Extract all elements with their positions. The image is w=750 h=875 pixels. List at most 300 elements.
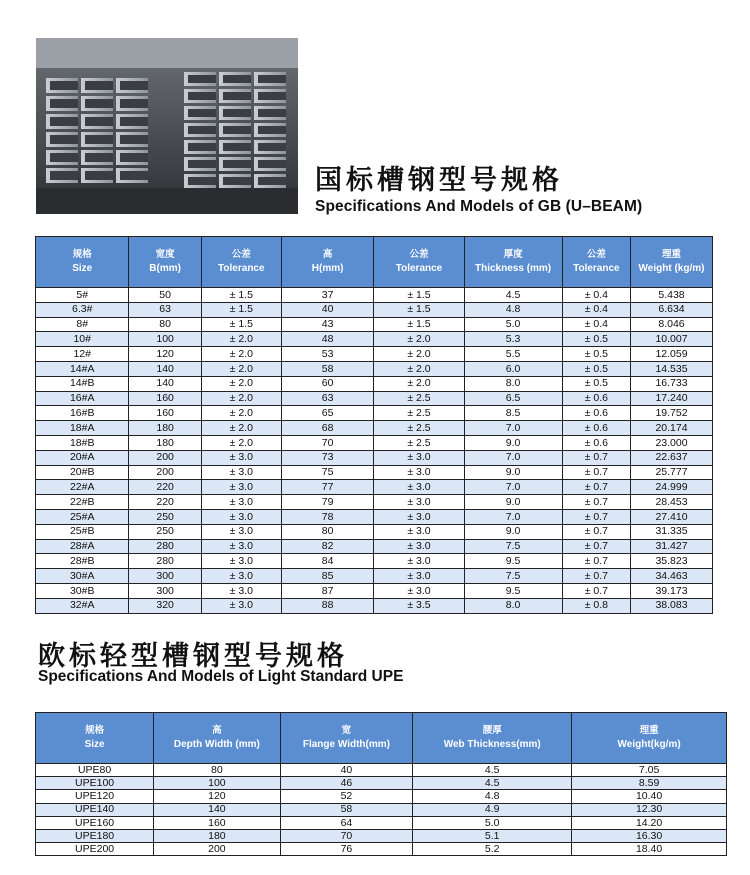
channel-gap xyxy=(85,99,113,108)
table-cell: ± 2.0 xyxy=(201,391,281,406)
table-row xyxy=(36,777,727,790)
table-cell: 320 xyxy=(129,598,201,613)
channel-gap xyxy=(120,99,148,108)
table-row xyxy=(36,347,713,362)
col-thickness: 厚度 Thickness (mm) xyxy=(464,237,562,288)
col-tolerance-height: 公差 Tolerance xyxy=(374,237,464,288)
table-cell: ± 1.5 xyxy=(201,317,281,332)
table-cell: ± 3.0 xyxy=(201,465,281,480)
col-tolerance-thickness: 公差 Tolerance xyxy=(562,237,630,288)
gb-section-title-en: Specifications And Models of GB (U–BEAM) xyxy=(315,198,643,215)
table-cell: 10.40 xyxy=(572,790,727,803)
table-cell: ± 2.0 xyxy=(201,361,281,376)
table-cell: 9.0 xyxy=(464,524,562,539)
table-cell: 300 xyxy=(129,569,201,584)
table-cell: 20#B xyxy=(36,465,129,480)
channel-gap xyxy=(50,135,78,144)
table-cell: 18#A xyxy=(36,421,129,436)
table-cell: ± 1.5 xyxy=(374,302,464,317)
table-row xyxy=(36,450,713,465)
table-cell: UPE160 xyxy=(36,816,154,829)
table-cell: 38.083 xyxy=(631,598,713,613)
table-cell: 14.535 xyxy=(631,361,713,376)
table-cell: 4.9 xyxy=(413,803,572,816)
table-cell: 43 xyxy=(281,317,374,332)
channel-gap xyxy=(223,160,251,168)
table-cell: 4.8 xyxy=(413,790,572,803)
table-cell: ± 2.0 xyxy=(374,332,464,347)
table-cell: 250 xyxy=(129,524,201,539)
table-cell: ± 0.7 xyxy=(562,554,630,569)
table-cell: ± 0.7 xyxy=(562,569,630,584)
table-cell: ± 2.0 xyxy=(201,332,281,347)
table-cell: 20#A xyxy=(36,450,129,465)
channel-gap xyxy=(85,81,113,90)
table-cell: 4.8 xyxy=(464,302,562,317)
table-cell: 7.05 xyxy=(572,764,727,777)
table-cell: 10.007 xyxy=(631,332,713,347)
col-size: 规格 Size xyxy=(36,237,129,288)
table-cell: ± 0.7 xyxy=(562,509,630,524)
table-cell: 75 xyxy=(281,465,374,480)
table-cell: 64 xyxy=(280,816,413,829)
table-cell: UPE180 xyxy=(36,829,154,842)
table-cell: 12# xyxy=(36,347,129,362)
table-row xyxy=(36,302,713,317)
channel-gap xyxy=(50,171,78,180)
table-cell: ± 3.0 xyxy=(201,598,281,613)
table-cell: 5# xyxy=(36,288,129,303)
table-row xyxy=(36,583,713,598)
table-cell: 220 xyxy=(129,480,201,495)
table-cell: 14#A xyxy=(36,361,129,376)
col-size: 规格 Size xyxy=(36,713,154,764)
col-weight: 理重 Weight(kg/m) xyxy=(572,713,727,764)
table-cell: 180 xyxy=(154,829,280,842)
table-cell: 280 xyxy=(129,539,201,554)
table-cell: 5.2 xyxy=(413,843,572,856)
table-cell: ± 0.7 xyxy=(562,450,630,465)
table-cell: 79 xyxy=(281,495,374,510)
table-cell: ± 2.0 xyxy=(201,347,281,362)
table-cell: UPE80 xyxy=(36,764,154,777)
table-cell: ± 0.7 xyxy=(562,495,630,510)
table-cell: ± 0.8 xyxy=(562,598,630,613)
channel-gap xyxy=(120,153,148,162)
table-cell: ± 2.5 xyxy=(374,391,464,406)
channel-gap xyxy=(120,117,148,126)
table-cell: 22#B xyxy=(36,495,129,510)
table-row xyxy=(36,843,727,856)
table-cell: 17.240 xyxy=(631,391,713,406)
table-cell: ± 0.7 xyxy=(562,465,630,480)
table-row xyxy=(36,816,727,829)
table-cell: ± 1.5 xyxy=(201,288,281,303)
table-cell: ± 1.5 xyxy=(201,302,281,317)
table-cell: ± 0.5 xyxy=(562,361,630,376)
table-cell: ± 0.7 xyxy=(562,583,630,598)
table-cell: 70 xyxy=(281,435,374,450)
table-cell: 14#B xyxy=(36,376,129,391)
table-cell: ± 3.0 xyxy=(374,539,464,554)
table-cell: 23.000 xyxy=(631,435,713,450)
table-cell: 30#B xyxy=(36,583,129,598)
table-cell: 8.0 xyxy=(464,376,562,391)
table-cell: ± 1.5 xyxy=(374,317,464,332)
table-row xyxy=(36,539,713,554)
table-header-row xyxy=(36,237,713,288)
table-cell: 50 xyxy=(129,288,201,303)
upe-section-title-cn: 欧标轻型槽钢型号规格 xyxy=(38,641,348,672)
table-cell: 7.5 xyxy=(464,539,562,554)
table-cell: ± 3.0 xyxy=(201,569,281,584)
table-cell: 160 xyxy=(129,391,201,406)
channel-gap xyxy=(223,92,251,100)
table-cell: 22.637 xyxy=(631,450,713,465)
table-cell: 78 xyxy=(281,509,374,524)
table-row xyxy=(36,465,713,480)
channel-gap xyxy=(188,177,216,185)
table-cell: 12.30 xyxy=(572,803,727,816)
table-cell: UPE120 xyxy=(36,790,154,803)
table-cell: 85 xyxy=(281,569,374,584)
table-cell: 7.0 xyxy=(464,450,562,465)
table-cell: 5.0 xyxy=(464,317,562,332)
table-cell: 63 xyxy=(129,302,201,317)
channel-gap xyxy=(223,109,251,117)
channel-gap xyxy=(188,109,216,117)
table-cell: 5.438 xyxy=(631,288,713,303)
channel-gap xyxy=(50,99,78,108)
table-cell: 32#A xyxy=(36,598,129,613)
channel-gap xyxy=(223,177,251,185)
table-row xyxy=(36,524,713,539)
table-cell: 25#B xyxy=(36,524,129,539)
table-cell: 25.777 xyxy=(631,465,713,480)
table-cell: 140 xyxy=(129,376,201,391)
channel-gap xyxy=(85,153,113,162)
channel-gap xyxy=(120,81,148,90)
gb-section-title-cn: 国标槽钢型号规格 xyxy=(315,165,563,196)
channel-gap xyxy=(223,143,251,151)
table-cell: 77 xyxy=(281,480,374,495)
channel-gap xyxy=(258,177,286,185)
table-cell: 9.0 xyxy=(464,465,562,480)
channel-gap xyxy=(258,109,286,117)
table-cell: ± 2.0 xyxy=(201,421,281,436)
table-cell: 52 xyxy=(280,790,413,803)
channel-gap xyxy=(223,75,251,83)
col-height: 高 H(mm) xyxy=(281,237,374,288)
table-cell: ± 2.0 xyxy=(201,435,281,450)
table-cell: 40 xyxy=(281,302,374,317)
table-row xyxy=(36,790,727,803)
table-cell: 76 xyxy=(280,843,413,856)
table-cell: 120 xyxy=(129,347,201,362)
table-cell: 80 xyxy=(154,764,280,777)
table-cell: 53 xyxy=(281,347,374,362)
table-row xyxy=(36,598,713,613)
table-cell: ± 3.0 xyxy=(201,480,281,495)
table-cell: 68 xyxy=(281,421,374,436)
table-cell: 8# xyxy=(36,317,129,332)
table-cell: ± 2.0 xyxy=(374,361,464,376)
channel-gap xyxy=(223,126,251,134)
table-cell: 24.999 xyxy=(631,480,713,495)
table-cell: 9.5 xyxy=(464,583,562,598)
col-flange: 宽 Flange Width(mm) xyxy=(280,713,413,764)
channel-gap xyxy=(258,92,286,100)
table-cell: ± 2.5 xyxy=(374,435,464,450)
table-cell: 180 xyxy=(129,435,201,450)
table-cell: 73 xyxy=(281,450,374,465)
table-row xyxy=(36,317,713,332)
table-cell: 5.0 xyxy=(413,816,572,829)
table-cell: 28#B xyxy=(36,554,129,569)
table-cell: 63 xyxy=(281,391,374,406)
table-cell: UPE100 xyxy=(36,777,154,790)
table-cell: 31.335 xyxy=(631,524,713,539)
table-cell: ± 3.0 xyxy=(374,554,464,569)
col-width: 宽度 B(mm) xyxy=(129,237,201,288)
table-cell: 28.453 xyxy=(631,495,713,510)
channel-gap xyxy=(258,160,286,168)
table-row xyxy=(36,391,713,406)
table-row xyxy=(36,569,713,584)
table-cell: 140 xyxy=(129,361,201,376)
table-cell: 80 xyxy=(281,524,374,539)
table-row xyxy=(36,495,713,510)
channel-gap xyxy=(85,135,113,144)
table-cell: 39.173 xyxy=(631,583,713,598)
table-row xyxy=(36,509,713,524)
table-cell: 46 xyxy=(280,777,413,790)
table-cell: 20.174 xyxy=(631,421,713,436)
table-cell: ± 0.7 xyxy=(562,480,630,495)
table-row xyxy=(36,421,713,436)
col-weight: 理重 Weight (kg/m) xyxy=(631,237,713,288)
channel-gap xyxy=(258,75,286,83)
table-cell: 300 xyxy=(129,583,201,598)
col-depth: 高 Depth Width (mm) xyxy=(154,713,280,764)
table-cell: 87 xyxy=(281,583,374,598)
table-cell: 8.5 xyxy=(464,406,562,421)
table-header-row xyxy=(36,713,727,764)
table-cell: ± 3.0 xyxy=(201,539,281,554)
table-row xyxy=(36,376,713,391)
table-cell: 8.59 xyxy=(572,777,727,790)
table-cell: UPE200 xyxy=(36,843,154,856)
table-cell: ± 3.0 xyxy=(374,480,464,495)
table-row xyxy=(36,288,713,303)
table-cell: 65 xyxy=(281,406,374,421)
table-cell: 27.410 xyxy=(631,509,713,524)
table-cell: ± 2.0 xyxy=(374,347,464,362)
table-cell: 84 xyxy=(281,554,374,569)
table-cell: 280 xyxy=(129,554,201,569)
table-cell: 80 xyxy=(129,317,201,332)
table-cell: 22#A xyxy=(36,480,129,495)
table-cell: 160 xyxy=(129,406,201,421)
table-cell: 200 xyxy=(129,450,201,465)
channel-gap xyxy=(50,81,78,90)
channel-gap xyxy=(258,143,286,151)
table-cell: 70 xyxy=(280,829,413,842)
table-cell: 220 xyxy=(129,495,201,510)
table-cell: ± 0.6 xyxy=(562,435,630,450)
table-cell: 100 xyxy=(129,332,201,347)
table-cell: ± 0.6 xyxy=(562,406,630,421)
table-cell: ± 3.0 xyxy=(201,524,281,539)
channel-gap xyxy=(120,135,148,144)
table-cell: ± 3.0 xyxy=(374,450,464,465)
table-cell: ± 3.0 xyxy=(374,583,464,598)
table-cell: 100 xyxy=(154,777,280,790)
table-cell: 6.634 xyxy=(631,302,713,317)
upe-section-title-en: Specifications And Models of Light Standard UPE xyxy=(38,668,404,685)
table-cell: 37 xyxy=(281,288,374,303)
table-cell: ± 0.6 xyxy=(562,421,630,436)
table-cell: ± 3.0 xyxy=(374,495,464,510)
channel-gap xyxy=(188,126,216,134)
table-cell: 180 xyxy=(129,421,201,436)
table-cell: ± 3.0 xyxy=(201,495,281,510)
table-row xyxy=(36,406,713,421)
channel-gap xyxy=(188,160,216,168)
table-cell: 31.427 xyxy=(631,539,713,554)
table-cell: ± 2.5 xyxy=(374,421,464,436)
table-cell: ± 3.0 xyxy=(201,509,281,524)
table-cell: ± 0.7 xyxy=(562,539,630,554)
table-row xyxy=(36,435,713,450)
table-cell: ± 3.0 xyxy=(374,509,464,524)
table-cell: 160 xyxy=(154,816,280,829)
table-cell: 14.20 xyxy=(572,816,727,829)
table-cell: ± 2.0 xyxy=(201,376,281,391)
col-web: 腰厚 Web Thickness(mm) xyxy=(413,713,572,764)
table-row xyxy=(36,764,727,777)
table-cell: 140 xyxy=(154,803,280,816)
table-cell: 6.3# xyxy=(36,302,129,317)
channel-gap xyxy=(258,126,286,134)
table-cell: ± 3.0 xyxy=(374,569,464,584)
table-cell: 16#A xyxy=(36,391,129,406)
table-cell: ± 0.7 xyxy=(562,524,630,539)
table-cell: 16#B xyxy=(36,406,129,421)
table-cell: 18#B xyxy=(36,435,129,450)
table-cell: 12.059 xyxy=(631,347,713,362)
table-cell: 250 xyxy=(129,509,201,524)
table-cell: 35.823 xyxy=(631,554,713,569)
col-tolerance-width: 公差 Tolerance xyxy=(201,237,281,288)
table-row xyxy=(36,332,713,347)
channel-gap xyxy=(188,92,216,100)
product-photo xyxy=(36,38,298,214)
table-cell: ± 1.5 xyxy=(374,288,464,303)
table-cell: 40 xyxy=(280,764,413,777)
channel-gap xyxy=(50,117,78,126)
gb-spec-table xyxy=(35,236,713,614)
table-cell: 60 xyxy=(281,376,374,391)
table-cell: 7.0 xyxy=(464,509,562,524)
table-cell: ± 0.4 xyxy=(562,302,630,317)
table-row xyxy=(36,803,727,816)
table-cell: 5.3 xyxy=(464,332,562,347)
channel-gap xyxy=(85,171,113,180)
table-cell: 9.5 xyxy=(464,554,562,569)
table-cell: ± 2.5 xyxy=(374,406,464,421)
table-row xyxy=(36,829,727,842)
channel-gap xyxy=(85,117,113,126)
table-row xyxy=(36,361,713,376)
channel-gap xyxy=(188,75,216,83)
table-cell: 82 xyxy=(281,539,374,554)
table-cell: 28#A xyxy=(36,539,129,554)
upe-spec-table xyxy=(35,712,727,856)
table-cell: ± 0.5 xyxy=(562,347,630,362)
table-cell: 200 xyxy=(154,843,280,856)
table-cell: 30#A xyxy=(36,569,129,584)
table-cell: 4.5 xyxy=(413,764,572,777)
table-cell: ± 0.6 xyxy=(562,391,630,406)
table-cell: 10# xyxy=(36,332,129,347)
table-cell: 9.0 xyxy=(464,435,562,450)
table-cell: 4.5 xyxy=(464,288,562,303)
table-cell: 6.5 xyxy=(464,391,562,406)
table-cell: 4.5 xyxy=(413,777,572,790)
table-cell: ± 3.0 xyxy=(201,583,281,598)
table-cell: 48 xyxy=(281,332,374,347)
table-cell: 7.0 xyxy=(464,421,562,436)
table-cell: 7.0 xyxy=(464,480,562,495)
table-cell: ± 3.0 xyxy=(201,450,281,465)
table-cell: ± 3.0 xyxy=(374,465,464,480)
table-cell: ± 2.0 xyxy=(201,406,281,421)
table-cell: ± 0.4 xyxy=(562,288,630,303)
table-cell: 25#A xyxy=(36,509,129,524)
table-cell: UPE140 xyxy=(36,803,154,816)
table-cell: 16.30 xyxy=(572,829,727,842)
table-cell: 18.40 xyxy=(572,843,727,856)
table-cell: ± 3.5 xyxy=(374,598,464,613)
table-cell: ± 3.0 xyxy=(201,554,281,569)
table-cell: 16.733 xyxy=(631,376,713,391)
table-cell: 9.0 xyxy=(464,495,562,510)
channel-gap xyxy=(120,171,148,180)
channel-gap xyxy=(50,153,78,162)
steel-channel-stack-image xyxy=(36,38,298,214)
table-cell: ± 0.5 xyxy=(562,376,630,391)
table-cell: ± 0.5 xyxy=(562,332,630,347)
table-cell: 120 xyxy=(154,790,280,803)
table-cell: 58 xyxy=(280,803,413,816)
channel-gap xyxy=(188,143,216,151)
table-cell: 7.5 xyxy=(464,569,562,584)
table-cell: 8.046 xyxy=(631,317,713,332)
table-row xyxy=(36,480,713,495)
table-cell: 200 xyxy=(129,465,201,480)
table-cell: 58 xyxy=(281,361,374,376)
table-row xyxy=(36,554,713,569)
table-cell: 8.0 xyxy=(464,598,562,613)
table-cell: 88 xyxy=(281,598,374,613)
table-cell: ± 3.0 xyxy=(374,524,464,539)
table-cell: 6.0 xyxy=(464,361,562,376)
table-cell: 5.1 xyxy=(413,829,572,842)
table-cell: 34.463 xyxy=(631,569,713,584)
table-cell: ± 0.4 xyxy=(562,317,630,332)
table-cell: 5.5 xyxy=(464,347,562,362)
